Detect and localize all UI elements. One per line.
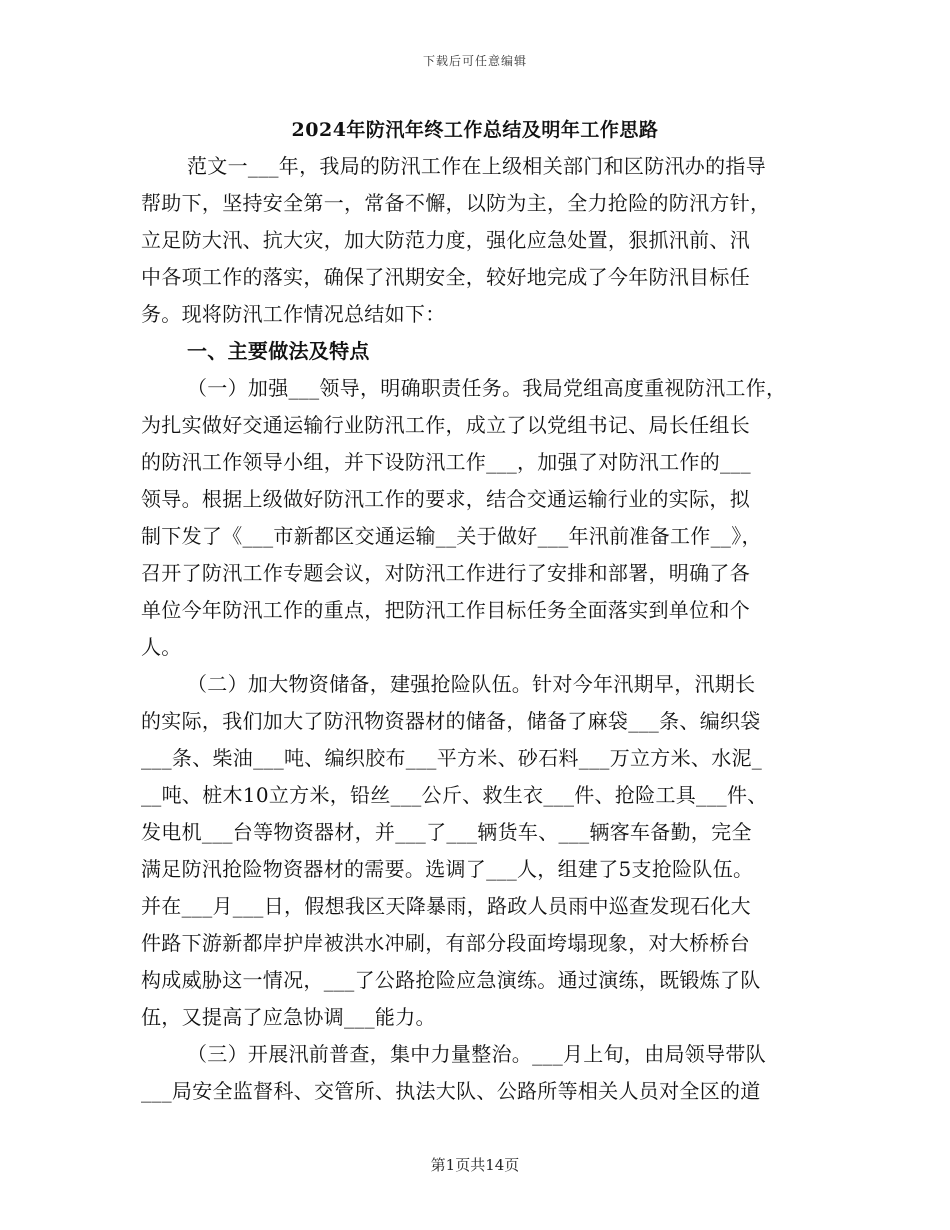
paragraph-line: 伍，又提高了应急协调___能力。 — [141, 1005, 436, 1029]
paragraph-line: __吨、桩木10立方米，铅丝___公斤、救生衣___件、抢险工具___件、 — [141, 783, 768, 807]
paragraph-line: 发电机___台等物资器材，并___了___辆货车、___辆客车备勤，完全 — [141, 820, 752, 844]
paragraph-line: 并在___月___日，假想我区天降暴雨，路政人员雨中巡查发现石化大 — [141, 894, 751, 918]
paragraph-line: 帮助下，坚持安全第一，常备不懈，以防为主，全力抢险的防汛方针， — [141, 191, 771, 215]
paragraph-line: ___局安全监督科、交管所、执法大队、公路所等相关人员对全区的道 — [141, 1079, 761, 1103]
paragraph-line: 的实际，我们加大了防汛物资器材的储备，储备了麻袋___条、编织袋 — [141, 709, 761, 733]
paragraph-line: 中各项工作的落实，确保了汛期安全，较好地完成了今年防汛目标任 — [141, 265, 750, 289]
paragraph-line: 为扎实做好交通运输行业防汛工作，成立了以党组书记、局长任组长 — [141, 413, 750, 437]
paragraph-line: 构成威胁这一情况，___了公路抢险应急演练。通过演练，既锻炼了队 — [141, 968, 761, 992]
paragraph-line: 召开了防汛工作专题会议，对防汛工作进行了安排和部署，明确了各 — [141, 561, 750, 585]
header-note: 下载后可任意编辑 — [422, 54, 527, 68]
paragraph-line: 单位今年防汛工作的重点，把防汛工作目标任务全面落实到单位和个 — [141, 598, 750, 622]
paragraph-line: 件路下游新都岸护岸被洪水冲刷，有部分段面垮塌现象，对大桥桥台 — [141, 931, 750, 955]
paragraph-line: （二）加大物资储备，建强抢险队伍。针对今年汛期早，汛期长 — [187, 672, 756, 696]
paragraph-line: 的防汛工作领导小组，并下设防汛工作___，加强了对防汛工作的___ — [141, 450, 751, 474]
paragraph-line: （三）开展汛前普查，集中力量整治。___月上旬，由局领导带队 — [187, 1042, 766, 1066]
document-title: 2024年防汛年终工作总结及明年工作思路 — [291, 119, 659, 141]
paragraph-line: 范文一___年，我局的防汛工作在上级相关部门和区防汛办的指导 — [187, 154, 766, 178]
paragraph-line: 立足防大汛、抗大灾，加大防范力度，强化应急处置，狠抓汛前、汛 — [141, 228, 750, 252]
paragraph-line: 制下发了《___市新都区交通运输__关于做好___年汛前准备工作__》， — [141, 524, 762, 548]
paragraph-line: （一）加强___领导，明确职责任务。我局党组高度重视防汛工作， — [187, 376, 787, 400]
paragraph-line: 领导。根据上级做好防汛工作的要求，结合交通运输行业的实际，拟 — [141, 487, 750, 511]
paragraph-line: 满足防汛抢险物资器材的需要。选调了___人，组建了5支抢险队伍。 — [141, 857, 754, 881]
paragraph-line: 务。现将防汛工作情况总结如下： — [141, 302, 446, 326]
page-footer: 第1页共14页 — [430, 1156, 520, 1174]
section-heading: 一、主要做法及特点 — [187, 339, 370, 363]
paragraph-line: ___条、柴油___吨、编织胶布___平方米、砂石料___万立方米、水泥_ — [141, 746, 763, 770]
paragraph-line: 人。 — [141, 635, 182, 659]
document-body — [141, 148, 811, 1110]
